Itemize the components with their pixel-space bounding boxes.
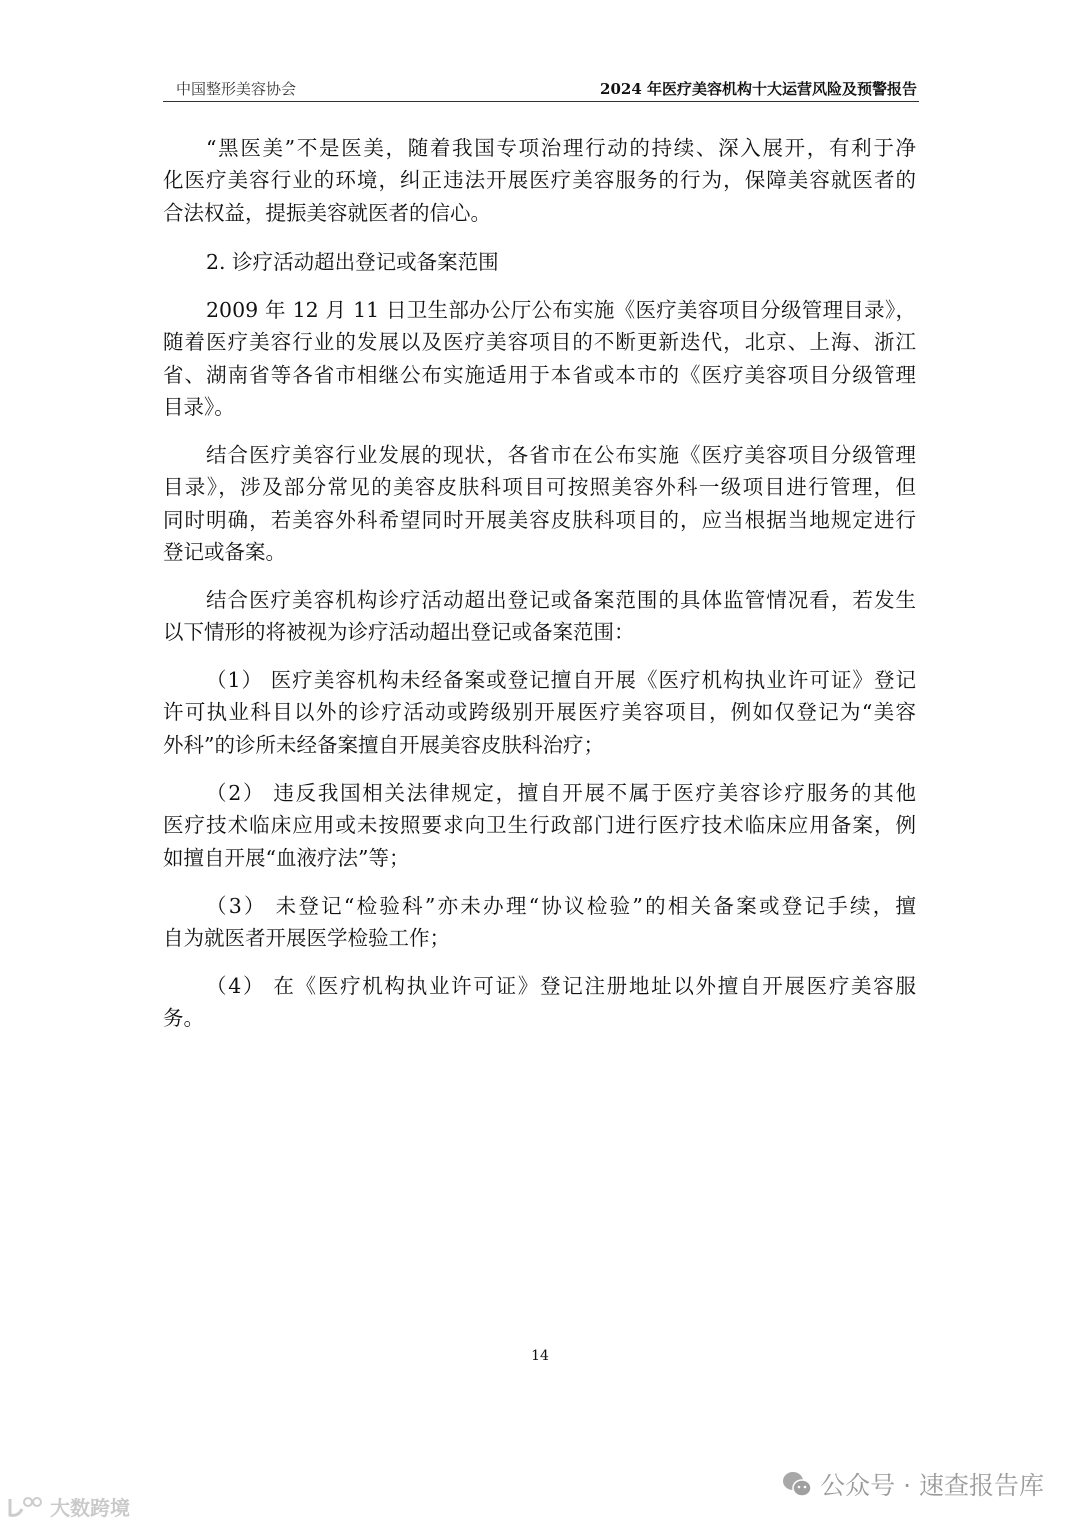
- header-report-title: 2024 年医疗美容机构十大运营风险及预警报告: [600, 80, 917, 98]
- text-line: 化医疗美容行业的环境，纠正违法开展医疗美容服务的行为，保障美容就医者的: [163, 168, 916, 193]
- text-line: （4） 在《医疗机构执业许可证》登记注册地址以外擅自开展医疗美容服: [206, 974, 916, 998]
- brand-watermark-text: 大数跨境: [50, 1496, 130, 1520]
- text-line: 结合医疗美容行业发展的现状，各省市在公布实施《医疗美容项目分级管理: [206, 443, 916, 467]
- text-line: 同时明确，若美容外科希望同时开展美容皮肤科项目的，应当根据当地规定进行: [163, 507, 916, 532]
- text-line: 结合医疗美容机构诊疗活动超出登记或备案范围的具体监管情况看，若发生: [206, 588, 916, 612]
- text-line: （3） 未登记“检验科”亦未办理“协议检验”的相关备案或登记手续，擅: [206, 894, 916, 918]
- paragraph: [163, 890, 916, 955]
- text-line: 2009 年 12 月 11 日卫生部办公厅公布实施《医疗美容项目分级管理目录》，: [206, 298, 916, 322]
- text-line: 如擅自开展“血液疗法”等；: [163, 845, 410, 870]
- paragraph: [163, 584, 916, 649]
- text-line: 许可执业科目以外的诊疗活动或跨级别开展医疗美容项目，例如仅登记为“美容: [163, 700, 916, 725]
- text-line: 随着医疗美容行业的发展以及医疗美容项目的不断更新迭代，北京、上海、浙江: [163, 330, 916, 355]
- text-line: 目录》。: [163, 395, 235, 420]
- paragraph: [163, 439, 916, 569]
- wechat-icon: [782, 1470, 812, 1498]
- text-line: 目录》，涉及部分常见的美容皮肤科项目可按照美容外科一级项目进行管理，但: [163, 475, 916, 500]
- paragraph: [163, 132, 916, 229]
- header-divider: [163, 101, 919, 102]
- text-line: 登记或备案。: [163, 540, 286, 565]
- paragraph: [163, 664, 916, 761]
- text-line: 合法权益，提振美容就医者的信心。: [163, 200, 491, 225]
- text-line: 外科”的诊所未经备案擅自开展美容皮肤科治疗；: [163, 732, 604, 757]
- paragraph: [163, 294, 916, 424]
- text-line: （1） 医疗美容机构未经备案或登记擅自开展《医疗机构执业许可证》登记: [206, 668, 916, 692]
- paragraph: [163, 777, 916, 874]
- text-line: 医疗技术临床应用或未按照要求向卫生行政部门进行医疗技术临床应用备案，例: [163, 813, 916, 838]
- brand-logo-icon: [6, 1495, 46, 1519]
- wechat-watermark: [782, 1466, 1044, 1502]
- header-organization: 中国整形美容协会: [176, 80, 297, 98]
- brand-watermark: [6, 1492, 130, 1521]
- text-line: 以下情形的将被视为诊疗活动超出登记或备案范围：: [163, 620, 635, 645]
- text-line: “黑医美”不是医美，随着我国专项治理行动的持续、深入展开，有利于净: [206, 136, 916, 160]
- section-heading: [163, 246, 916, 278]
- page-number: 14: [531, 1348, 549, 1364]
- wechat-watermark-text: 公众号 · 速查报告库: [820, 1471, 1044, 1500]
- paragraph: [163, 970, 916, 1035]
- text-line: 自为就医者开展医学检验工作；: [163, 926, 450, 951]
- text-line: 务。: [163, 1006, 204, 1031]
- text-line: （2） 违反我国相关法律规定，擅自开展不属于医疗美容诊疗服务的其他: [206, 781, 916, 805]
- text-line: 省、湖南省等各省市相继公布实施适用于本省或本市的《医疗美容项目分级管理: [163, 362, 916, 387]
- text-line: 2. 诊疗活动超出登记或备案范围: [206, 250, 499, 274]
